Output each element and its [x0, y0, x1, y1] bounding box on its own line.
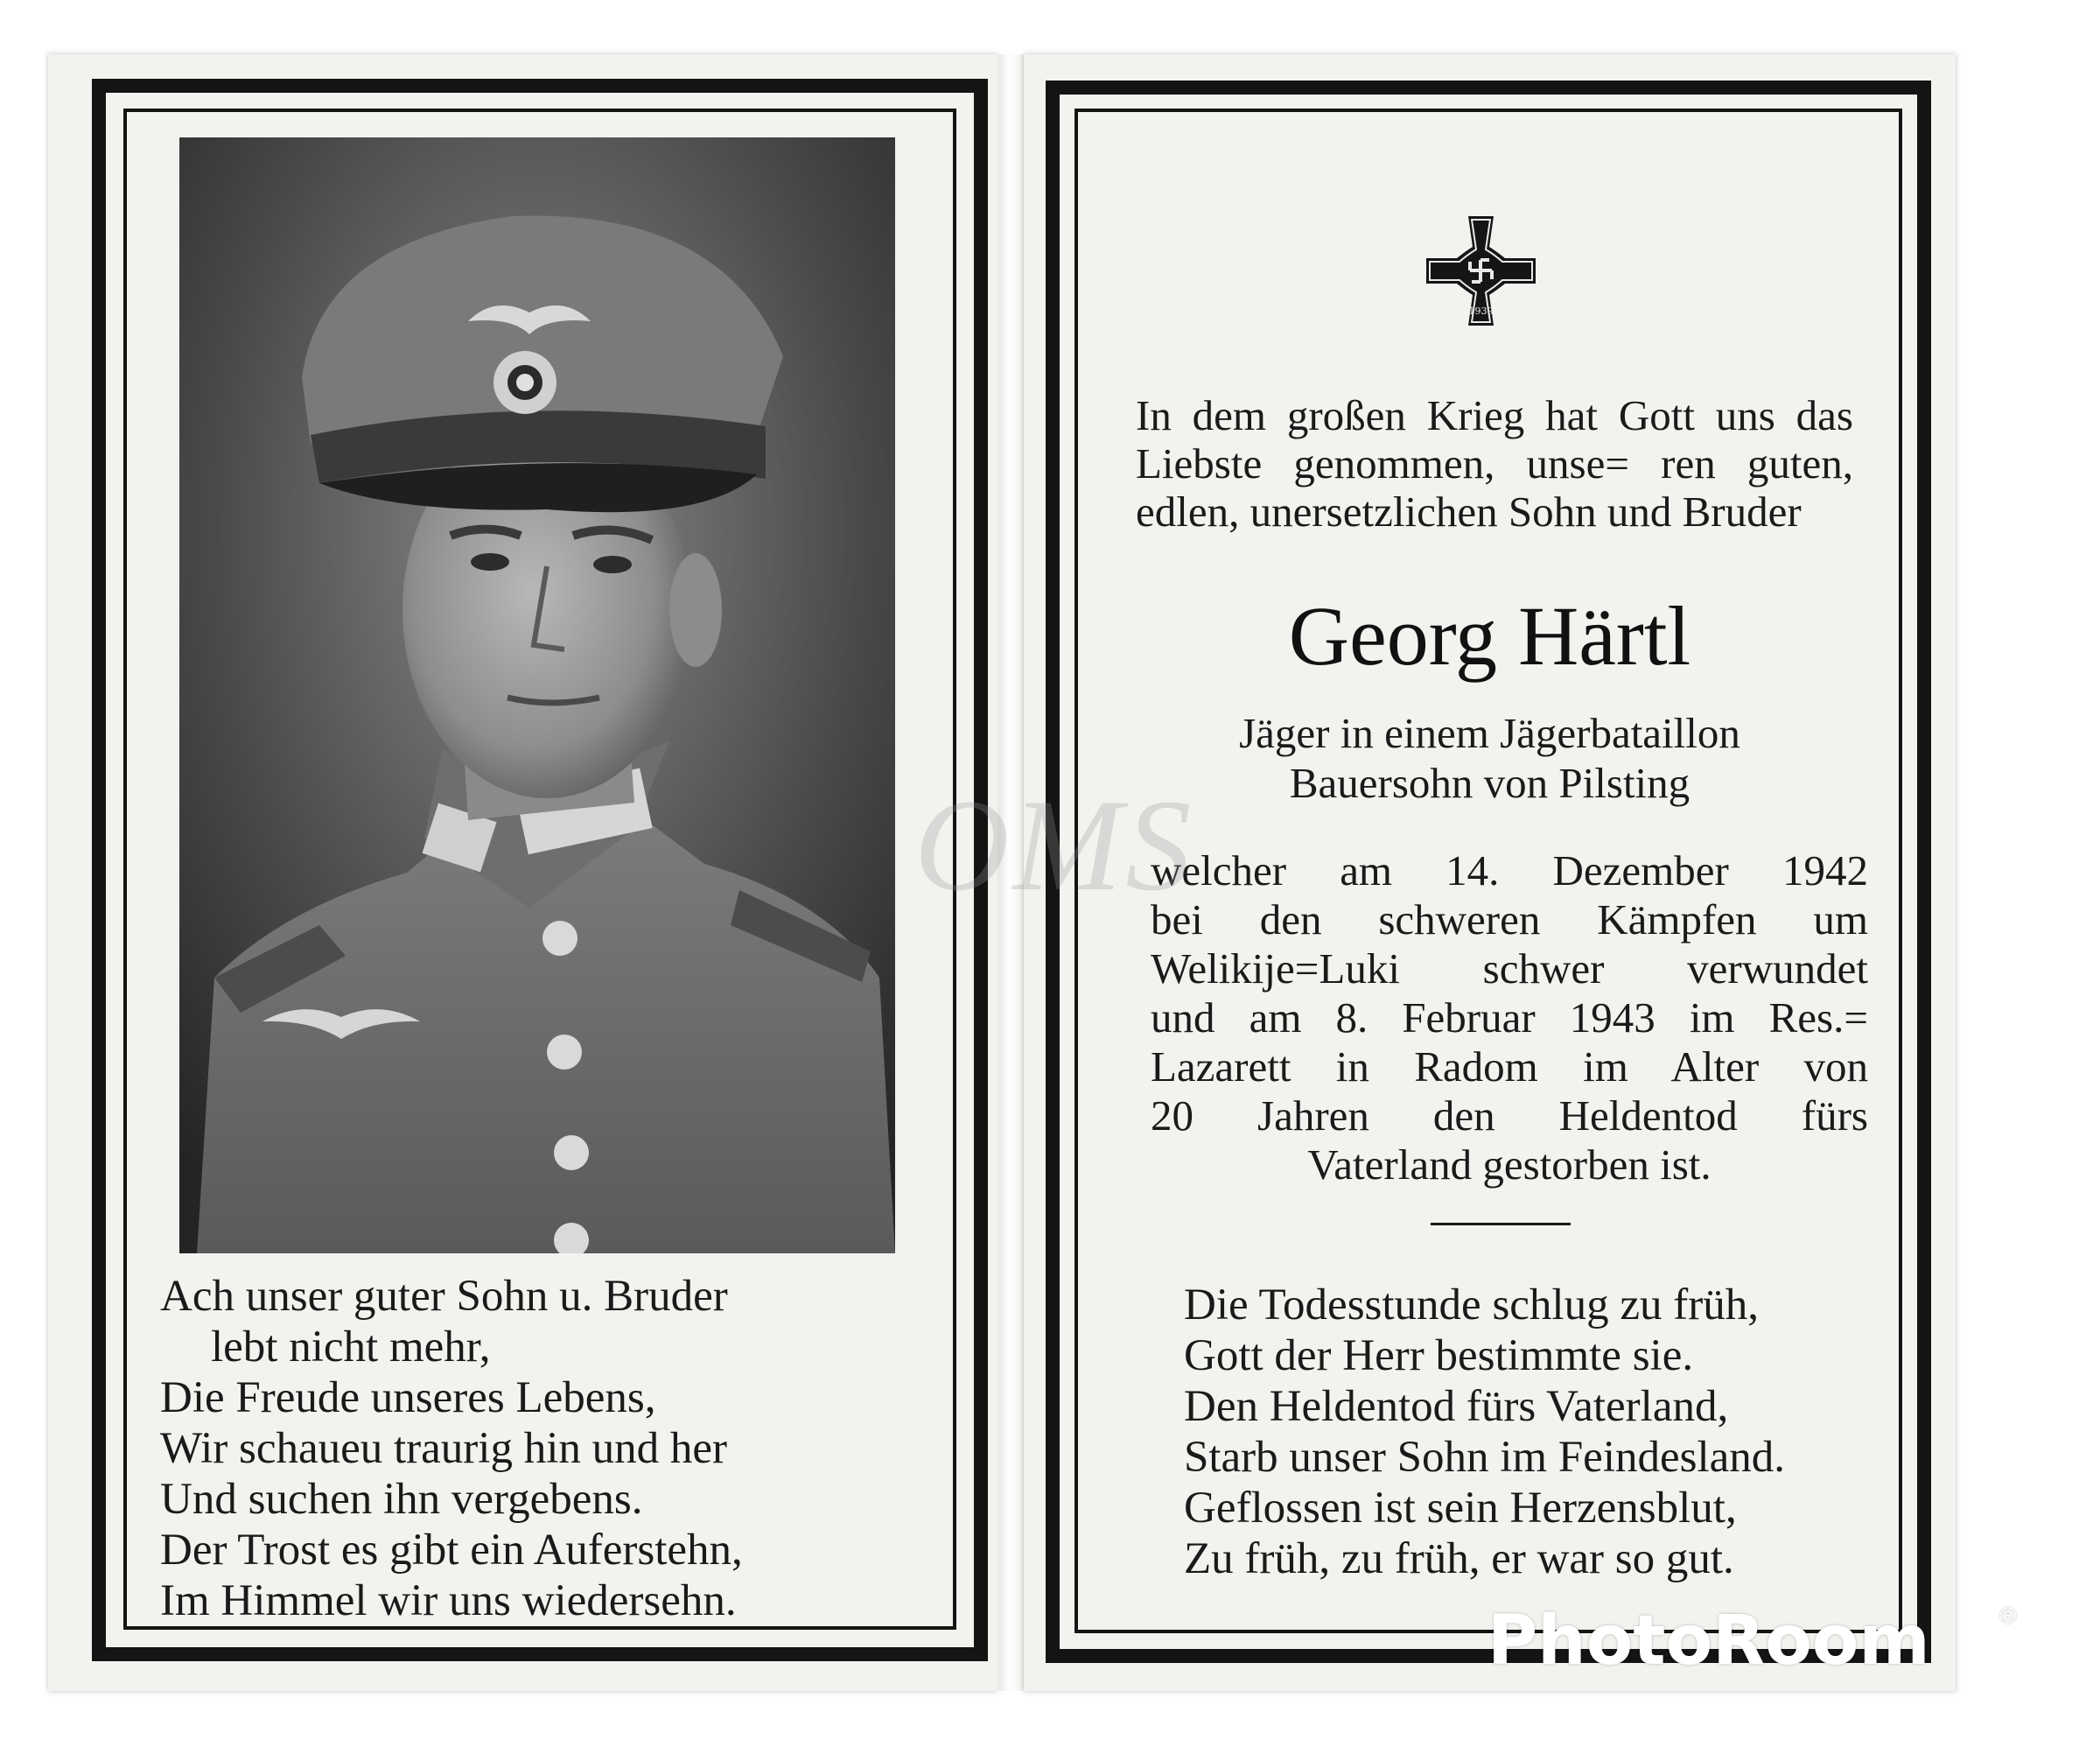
portrait-illustration [179, 137, 895, 1253]
intro-text: In dem großen Krieg hat Gott uns das Liebste genommen, unse= ren guten, edlen, unersetzlichen Sohn und Bruder [1136, 391, 1853, 536]
origin-line: Bauersohn von Pilsting [1289, 759, 1690, 807]
death-line: Lazarett in Radom im Alter von [1151, 1042, 1868, 1091]
iron-cross-icon [1426, 216, 1536, 326]
death-line: bei den schweren Kämpfen um [1151, 895, 1868, 944]
death-line: Welikije=Luki schwer verwundet [1151, 944, 1868, 993]
photoroom-watermark: PhotoRoom [1488, 1602, 1930, 1680]
poem-line: lebt nicht mehr, [211, 1323, 491, 1372]
poem-line: Im Himmel wir uns wiedersehn. [160, 1576, 737, 1625]
divider-rule [1431, 1223, 1571, 1225]
soldier-portrait-photo [179, 137, 895, 1253]
poem-line: Geflossen ist sein Herzensblut, [1184, 1484, 1737, 1533]
poem-line: Zu früh, zu früh, er war so gut. [1184, 1534, 1734, 1583]
death-line: und am 8. Februar 1943 im Res.= [1151, 993, 1868, 1042]
death-line: Vaterland gestorben ist. [1307, 1140, 1712, 1189]
oms-watermark: OMS [914, 773, 1195, 918]
death-details [1151, 846, 1868, 1189]
military-rank: Jäger in einem Jägerbataillon [1239, 709, 1740, 757]
poem-line: Gott der Herr bestimmte sie. [1184, 1331, 1694, 1380]
poem-line: Und suchen ihn vergebens. [160, 1475, 643, 1524]
deceased-name: Georg Härtl [1288, 589, 1691, 683]
poem-line: Wir schaueu traurig hin und her [160, 1424, 727, 1473]
poem-line: Ach unser guter Sohn u. Bruder [160, 1272, 728, 1321]
poem-line: Die Todesstunde schlug zu früh, [1184, 1280, 1759, 1330]
left-poem [160, 1271, 983, 1626]
right-poem [1184, 1280, 1785, 1584]
poem-line: Die Freude unseres Lebens, [160, 1373, 656, 1422]
poem-line: Starb unser Sohn im Feindesland. [1184, 1433, 1786, 1482]
registered-mark: ® [1997, 1603, 2020, 1630]
death-line: welcher am 14. Dezember 1942 [1151, 846, 1868, 895]
left-card-panel [48, 54, 998, 1691]
death-line: 20 Jahren den Heldentod fürs [1151, 1091, 1868, 1140]
cross-year: 1939 [1468, 305, 1494, 317]
poem-line: Der Trost es gibt ein Auferstehn, [160, 1526, 743, 1575]
poem-line: Den Heldentod fürs Vaterland, [1184, 1382, 1729, 1431]
